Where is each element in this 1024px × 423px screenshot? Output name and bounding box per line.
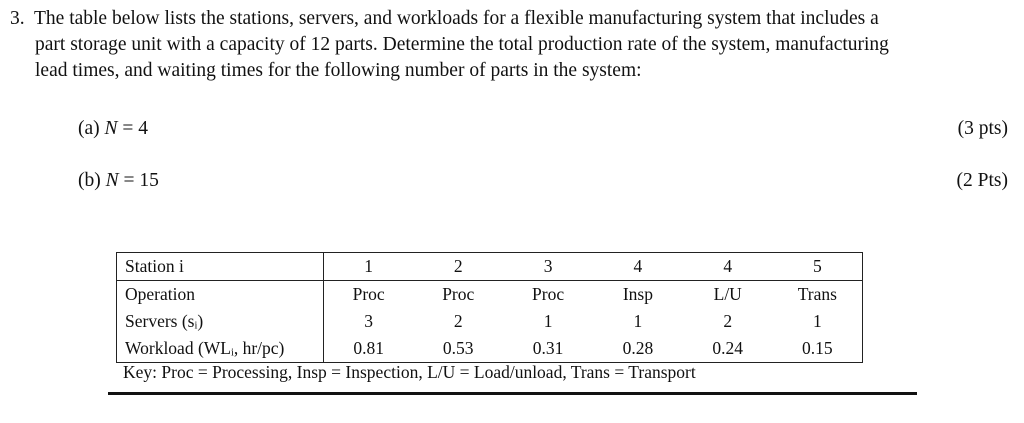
row-label: Operation bbox=[117, 281, 324, 309]
station-table bbox=[116, 252, 863, 363]
table-cell: 1 bbox=[633, 311, 643, 331]
part-b-points: (2 Pts) bbox=[956, 170, 1008, 191]
bottom-rule bbox=[108, 392, 917, 395]
table-cell: 1 bbox=[324, 253, 414, 281]
table-cell: 0.28 bbox=[593, 335, 683, 363]
table-cell: 4 bbox=[593, 253, 683, 281]
table-cell: 3 bbox=[364, 311, 374, 331]
table-row bbox=[117, 281, 863, 309]
problem-statement bbox=[10, 6, 1016, 84]
table-cell: 0.24 bbox=[683, 335, 773, 363]
problem-number: 3. bbox=[10, 8, 25, 29]
table-cell: Proc bbox=[532, 284, 565, 304]
table-cell: 2 bbox=[453, 311, 463, 331]
table-row bbox=[117, 335, 863, 363]
table-key: Key: Proc = Processing, Insp = Inspection, L/U = Load/unload, Trans = Transport bbox=[123, 362, 696, 382]
row-label: Servers (sᵢ) bbox=[117, 308, 324, 335]
part-b-prefix: (b) bbox=[78, 170, 106, 191]
part-a bbox=[78, 118, 1008, 144]
table-cell: 2 bbox=[413, 253, 503, 281]
table-cell: 0.31 bbox=[503, 335, 593, 363]
part-b-value: = 15 bbox=[118, 170, 159, 191]
table-cell: 0.53 bbox=[413, 335, 503, 363]
table-cell: 5 bbox=[773, 253, 863, 281]
problem-line-2: part storage unit with a capacity of 12 parts. Determine the total production rate of the system, manufacturing bbox=[35, 34, 889, 55]
table-cell: Trans bbox=[773, 281, 863, 309]
part-a-var: N bbox=[104, 118, 118, 139]
part-a-points: (3 pts) bbox=[957, 118, 1008, 139]
problem-line-3: lead times, and waiting times for the following number of parts in the system: bbox=[35, 60, 642, 81]
problem-line-1: 3. The table below lists the stations, servers, and workloads for a flexible manufacturing system that includes a bbox=[10, 6, 1016, 32]
table-cell: 0.81 bbox=[324, 335, 414, 363]
table-cell: L/U bbox=[713, 284, 742, 304]
part-b bbox=[78, 170, 1008, 196]
table-cell: 4 bbox=[683, 253, 773, 281]
part-a-prefix: (a) bbox=[78, 118, 105, 139]
table-cell: 1 bbox=[773, 308, 863, 335]
part-b-var: N bbox=[105, 170, 119, 191]
table-cell: 1 bbox=[543, 311, 553, 331]
table-header-label: Station i bbox=[117, 253, 324, 281]
table-row bbox=[117, 308, 863, 335]
part-a-value: = 4 bbox=[117, 118, 149, 139]
table-cell: Insp bbox=[622, 284, 653, 304]
table-cell: 2 bbox=[723, 311, 733, 331]
row-label: Workload (WLᵢ, hr/pc) bbox=[117, 335, 324, 363]
table-cell: Proc bbox=[442, 284, 475, 304]
table-cell: 3 bbox=[503, 253, 593, 281]
table-header-row bbox=[117, 253, 863, 281]
table-cell: 0.15 bbox=[773, 335, 863, 363]
table-cell: Proc bbox=[352, 284, 385, 304]
